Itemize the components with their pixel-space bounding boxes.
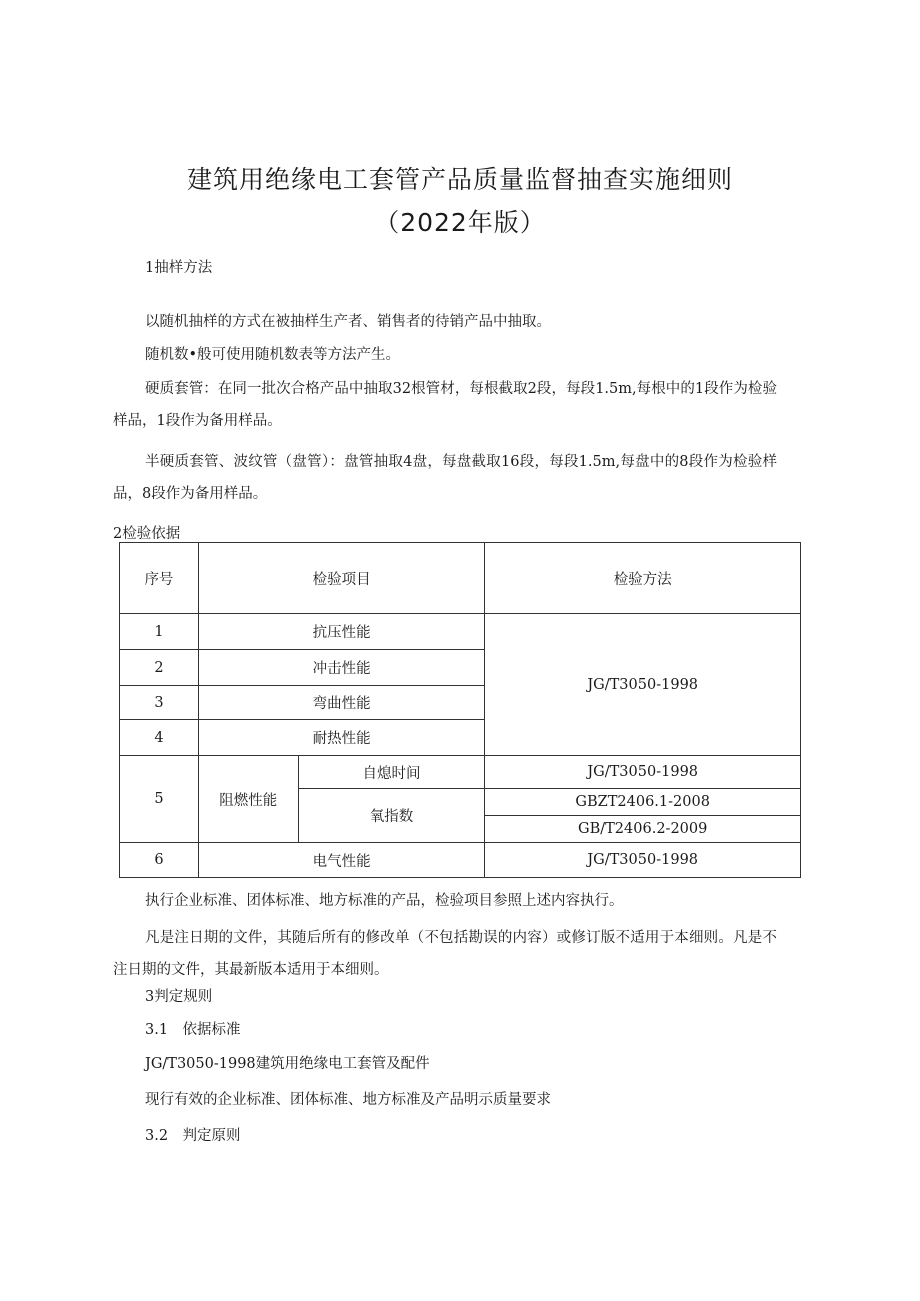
header-method: 检验方法 — [485, 543, 801, 614]
row-item: 耐热性能 — [198, 720, 485, 756]
section-3-1-heading: 3.1 依据标准 — [145, 1022, 241, 1038]
row-subitem: 自熄时间 — [298, 756, 485, 789]
section-1-heading: 1抽样方法 — [145, 260, 213, 276]
row-item: 抗压性能 — [198, 614, 485, 650]
row-no: 4 — [120, 720, 199, 756]
section-1-para-2: 随机数•般可使用随机数表等方法产生。 — [145, 347, 401, 363]
row-item: 弯曲性能 — [198, 686, 485, 720]
section-3-heading: 3判定规则 — [145, 989, 213, 1005]
row-item: 冲击性能 — [198, 650, 485, 686]
method-cell: GBZT2406.1-2008 — [485, 789, 801, 816]
row-item: 阻燃性能 — [198, 756, 298, 843]
document-title: 建筑用绝缘电工套管产品质量监督抽查实施细则 — [186, 165, 733, 194]
table-row — [120, 614, 801, 650]
section-2-note-2: 凡是注日期的文件，其随后所有的修改单（不包括勘误的内容）或修订版不适用于本细则。凡是不注日期的文件，其最新版本适用于本细则。 — [113, 930, 777, 978]
row-no: 6 — [120, 843, 199, 878]
method-cell: JG/T3050-1998 — [485, 756, 801, 789]
table-row — [120, 843, 801, 878]
header-item: 检验项目 — [198, 543, 485, 614]
header-no: 序号 — [120, 543, 199, 614]
method-cell: GB/T2406.2-2009 — [485, 816, 801, 843]
row-no: 3 — [120, 686, 199, 720]
section-2-heading: 2检验依据 — [113, 526, 181, 542]
inspection-basis-table — [119, 542, 801, 878]
section-1-para-4: 半硬质套管、波纹管（盘管）：盘管抽取4盘，每盘截取16段，每段1.5m,每盘中的8段作为检验样品，8段作为备用样品。 — [113, 454, 777, 502]
row-item: 电气性能 — [198, 843, 485, 878]
standard-2: 现行有效的企业标准、团体标准、地方标准及产品明示质量要求 — [145, 1092, 551, 1108]
table-row — [120, 756, 801, 789]
method-cell: JG/T3050-1998 — [485, 614, 801, 756]
row-no: 5 — [120, 756, 199, 843]
section-3-2-heading: 3.2 判定原则 — [145, 1128, 241, 1144]
row-subitem: 氧指数 — [298, 789, 485, 843]
row-no: 2 — [120, 650, 199, 686]
document-edition: （2022年版） — [374, 208, 546, 237]
standard-1: JG/T3050-1998建筑用绝缘电工套管及配件 — [145, 1056, 430, 1072]
table-header-row — [120, 543, 801, 614]
method-cell: JG/T3050-1998 — [485, 843, 801, 878]
section-1-para-1: 以随机抽样的方式在被抽样生产者、销售者的待销产品中抽取。 — [145, 314, 551, 330]
section-1-para-3: 硬质套管：在同一批次合格产品中抽取32根管材，每根截取2段，每段1.5m,每根中的1段作为检验样品，1段作为备用样品。 — [113, 381, 777, 429]
row-no: 1 — [120, 614, 199, 650]
section-2-note-1: 执行企业标准、团体标准、地方标准的产品，检验项目参照上述内容执行。 — [145, 893, 624, 909]
